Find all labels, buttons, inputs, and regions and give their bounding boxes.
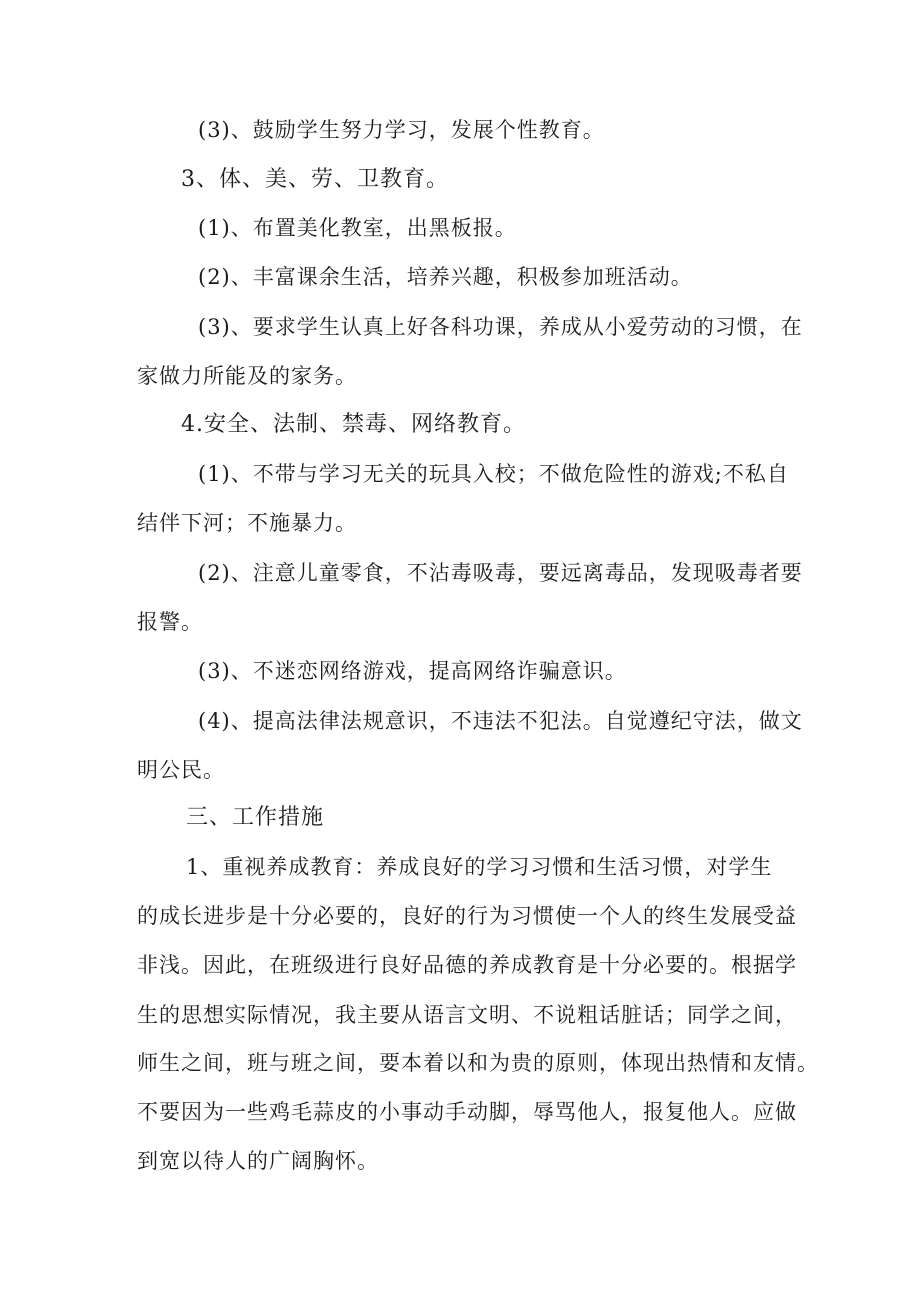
list-item-continuation: 明公民。: [137, 758, 225, 782]
list-item-continuation: 报警。: [137, 610, 203, 634]
list-item-4-1: (1)、不带与学习无关的玩具入校；不做危险性的游戏;不私自: [198, 462, 789, 486]
section-item-4: 4.安全、法制、禁毒、网络教育。: [181, 412, 526, 437]
paragraph-line: 不要因为一些鸡毛蒜皮的小事动手动脚，辱骂他人，报复他人。应做: [137, 1100, 797, 1124]
list-item-4-4: (4)、提高法律法规意识，不违法不犯法。自觉遵纪守法，做文: [198, 709, 803, 733]
list-item-4-2: (2)、注意儿童零食，不沾毒吸毒，要远离毒品，发现吸毒者要: [198, 561, 803, 585]
list-item-3-2: (2)、丰富课余生活，培养兴趣，积极参加班活动。: [198, 265, 693, 289]
section-item-3: 3、体、美、劳、卫教育。: [181, 167, 449, 192]
list-item-3-1: (1)、布置美化教室，出黑板报。: [198, 216, 517, 240]
list-item-4-3: (3)、不迷恋网络游戏，提高网络诈骗意识。: [198, 659, 627, 683]
list-item-continuation: 家做力所能及的家务。: [137, 364, 357, 388]
list-item-continuation: 结伴下河；不施暴力。: [137, 511, 357, 535]
list-item-3-3b: (3)、要求学生认真上好各科功课，养成从小爱劳动的习惯，在: [198, 315, 803, 339]
paragraph-line: 非浅。因此，在班级进行良好品德的养成教育是十分必要的。根据学: [137, 953, 797, 977]
paragraph-first-line: 1、重视养成教育：养成良好的学习习惯和生活习惯，对学生: [186, 855, 773, 879]
list-item-3-3: (3)、鼓励学生努力学习，发展个性教育。: [198, 118, 605, 142]
paragraph-line: 生的思想实际情况，我主要从语言文明、不说粗话脏话；同学之间，: [137, 1003, 797, 1027]
paragraph-line: 到宽以待人的广阔胸怀。: [137, 1149, 379, 1173]
paragraph-line: 的成长进步是十分必要的，良好的行为习惯使一个人的终生发展受益: [137, 904, 797, 928]
section-heading: 三、工作措施: [186, 805, 325, 830]
paragraph-line: 师生之间，班与班之间，要本着以和为贵的原则，体现出热情和友情。: [137, 1051, 819, 1075]
